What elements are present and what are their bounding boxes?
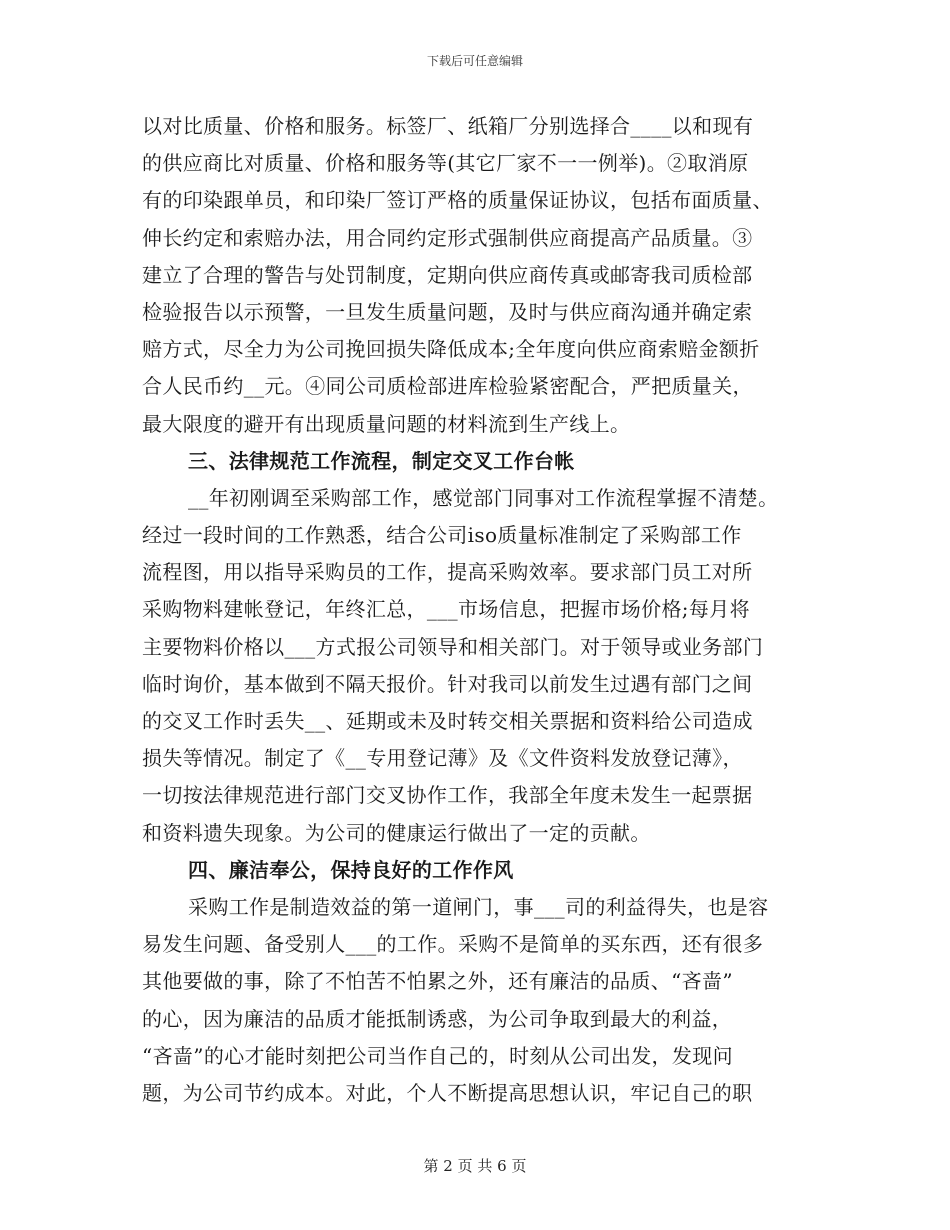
text-line: 主要物料价格以___方式报公司领导和相关部门。对于领导或业务部门 bbox=[142, 634, 764, 659]
text-line: 其他要做的事，除了不怕苦不怕累之外，还有廉洁的品质、“吝啬” bbox=[142, 969, 733, 994]
text-line: 采购物料建帐登记，年终汇总，___市场信息，把握市场价格;每月将 bbox=[142, 597, 750, 622]
text-line: 临时询价，基本做到不隔天报价。针对我司以前发生过遇有部门之间 bbox=[142, 671, 753, 696]
text-line: 和资料遗失现象。为公司的健康运行做出了一定的贡献。 bbox=[142, 820, 651, 845]
text-line: 有的印染跟单员，和印染厂签订严格的质量保证协议，包括布面质量、 bbox=[142, 188, 773, 213]
text-line: 合人民币约__元。④同公司质检部进库检验紧密配合，严把质量关， bbox=[142, 374, 753, 399]
page-header: 下载后可任意编辑 bbox=[426, 54, 523, 68]
text-line: 伸长约定和索赔办法，用合同约定形式强制供应商提高产品质量。③ bbox=[142, 225, 753, 250]
text-line: 题，为公司节约成本。对此，个人不断提高思想认识，牢记自己的职 bbox=[142, 1080, 753, 1105]
text-line: 的交叉工作时丢失__、延期或未及时转交相关票据和资料给公司造成 bbox=[142, 709, 753, 733]
text-line: 流程图，用以指导采购员的工作，提高采购效率。要求部门员工对所 bbox=[142, 560, 753, 585]
text-line: 建立了合理的警告与处罚制度，定期向供应商传真或邮寄我司质检部 bbox=[142, 262, 753, 287]
page-footer: 第 2 页 共 6 页 bbox=[423, 1157, 527, 1175]
text-line: 一切按法律规范进行部门交叉协作工作，我部全年度未发生一起票据 bbox=[142, 783, 753, 808]
text-line: 损失等情况。制定了《__专用登记薄》及《文件资料发放登记薄》， bbox=[142, 746, 743, 771]
text-line: 以对比质量、价格和服务。标签厂、纸箱厂分别选择合____以和现有 bbox=[142, 114, 754, 138]
text-line: 易发生问题、备受别人___的工作。采购不是简单的买东西，还有很多 bbox=[142, 932, 764, 957]
section-heading: 三、法律规范工作流程，制定交叉工作台帐 bbox=[188, 448, 575, 473]
text-line: “吝啬”的心才能时刻把公司当作自己的，时刻从公司出发，发现问 bbox=[142, 1043, 733, 1068]
text-line: 最大限度的避开有出现质量问题的材料流到生产线上。 bbox=[142, 411, 631, 436]
text-line: __年初刚调至采购部工作，感觉部门同事对工作流程掌握不清楚。 bbox=[188, 485, 779, 510]
section-heading: 四、廉洁奉公，保持良好的工作作风 bbox=[188, 857, 514, 882]
text-line: 检验报告以示预警，一旦发生质量问题，及时与供应商沟通并确定索 bbox=[142, 299, 753, 324]
text-line: 经过一段时间的工作熟悉，结合公司iso质量标准制定了采购部工作 bbox=[142, 523, 742, 548]
text-line: 的供应商比对质量、价格和服务等(其它厂家不一一例举)。②取消原 bbox=[142, 151, 749, 176]
text-line: 赔方式，尽全力为公司挽回损失降低成本;全年度向供应商索赔金额折 bbox=[142, 337, 760, 362]
text-line: 的心，因为廉洁的品质才能抵制诱惑，为公司争取到最大的利益， bbox=[142, 1006, 733, 1031]
document-body bbox=[142, 108, 814, 1112]
text-line: 采购工作是制造效益的第一道闸门，事___司的利益得失，也是容 bbox=[188, 894, 769, 919]
